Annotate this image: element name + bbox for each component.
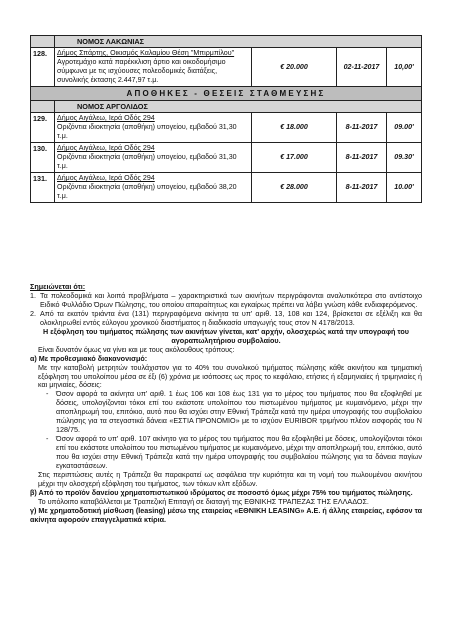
dash-marker: - <box>46 389 49 399</box>
option-a-closing: Στις περιπτώσεις αυτές η Τράπεζα θα παρακρατεί ως ασφάλεια την κυριότητα και τη νομή του πωλουμένου ακινήτου μέχρι την ολοσχερή εξόφληση του τιμήματος, των τόκων κλπ εξόδων. <box>38 470 422 488</box>
row-price: € 18.000 <box>252 113 337 143</box>
payment-statement: Η εξόφληση του τιμήματος πώλησης των ακινήτων γίνεται, κατ' αρχήν, ολοσχερώς κατά την υπογραφή του αγοραπωλητήριου συμβολαίου. <box>43 326 409 345</box>
option-a-text: Με την καταβολή μετρητών τουλάχιστον για το 40% του συνολικού τιμήματος πώλησης κάθε ακινήτου και τμηματική εξόφληση του υπολοίπου μέσα σε έξι (6) χρόνια με ισόποσες ως προς το κεφάλαιο, ετήσιες ή εξαμηνιαίες ή τριμηνιαίες ή και μηνιαίες, δόσεις: <box>38 362 422 390</box>
row-time: 09.30' <box>387 143 422 173</box>
row-number: 128. <box>31 48 55 87</box>
option-b-title: β) Από το προϊόν δανείου χρηματοπιστωτικού ιδρύματος σε ποσοστό όμως μέχρι 75% του τιμήματος πώλησης. <box>30 487 413 497</box>
row-price: € 20.000 <box>252 48 337 87</box>
note-text: Τα πολεοδομικά και λοιπά προβλήματα – χαρακτηριστικά των ακινήτων περιγράφονται αναλυτικότερα στο αντίστοιχο Ειδικό Φυλλάδιο Όρων Πώλησης, του οποίου απαραίτητως και εγκαίρως πρέπει να λάβει γνώση κάθε ενδιαφερόμενος. <box>40 290 422 309</box>
section-title: ΑΠΟΘΗΚΕΣ - ΘΕΣΕΙΣ ΣΤΑΘΜΕΥΣΗΣ <box>31 87 422 101</box>
note-number: 1. <box>30 290 36 300</box>
row-price: € 17.000 <box>252 143 337 173</box>
row-date: 8-11-2017 <box>337 143 387 173</box>
prefecture-label: ΝΟΜΟΣ ΛΑΚΩΝΙΑΣ <box>55 36 422 48</box>
row-location: Δήμος Αιγάλεω, Ιερά Οδός 294 <box>57 144 155 152</box>
note-text: Από τα εκατόν τριάντα ένα (131) περιγραφόμενα ακίνητα τα υπ' αριθ. 13, 108 και 124, βρίσκεται σε εξέλιξη και θα ολοκληρωθεί εντός εύλογου χρονικού διαστήματος η διαδικασία υπαγωγής τους στον Ν 4178/2013. <box>40 308 422 327</box>
row-location: Δήμος Αιγάλεω, Ιερά Οδός 294 <box>57 114 155 122</box>
row-date: 8-11-2017 <box>337 113 387 143</box>
row-date: 8-11-2017 <box>337 173 387 203</box>
notes-section <box>30 283 422 525</box>
row-description: Οριζόντια ιδιοκτησία (αποθήκη) υπογείου, εμβαδού 31,30 τ.μ. <box>57 153 237 170</box>
table-row <box>31 113 422 143</box>
row-description: Οριζόντια ιδιοκτησία (αποθήκη) υπογείου, εμβαδού 38,20 τ.μ. <box>57 183 237 200</box>
row-description: Αγροτεμάχιο κατά παρέκκλιση άρτιο και οικοδομήσιμο σύμφωνα με τις ισχύουσες πολεοδομικές διατάξεις, συνολικής έκτασης 2.447,97 τ.μ. <box>57 58 226 84</box>
table-row <box>31 48 422 87</box>
dash-text: Όσον αφορά το υπ' αριθ. 107 ακίνητο για το μέρος του τιμήματος που θα εξοφληθεί με δόσεις, υπολογίζονται τόκοι επί του εκάστοτε υπολοίπου του πιστωμένου τιμήματος με κυμαινόμενο, μέχρι την αποπληρωμή του, επιτόκιο, αυτό που θα ισχύει στην Εθνική Τράπεζα κατά την ημέρα υπογραφής του συμβολαίου πώλησης για τα δάνεια παγίων εγκαταστάσεων. <box>56 434 422 471</box>
payment-intro: Είναι δυνατόν όμως να γίνει και με τους ακόλουθους τρόπους: <box>38 344 235 354</box>
row-description: Οριζόντια ιδιοκτησία (αποθήκη) υπογείου, εμβαδού 31,30 τ.μ. <box>57 123 237 140</box>
note-item <box>30 292 422 310</box>
table-row <box>31 143 422 173</box>
row-number: 131. <box>31 173 55 203</box>
dash-marker: - <box>46 434 49 444</box>
row-location: Δήμος Αιγάλεω, Ιερά Οδός 294 <box>57 174 155 182</box>
option-b-text: Το υπόλοιπο καταβάλλεται με Τραπεζική Επιταγή σε διαταγή της ΕΘΝΙΚΗΣ ΤΡΑΠΕΖΑΣ ΤΗΣ ΕΛΛΑΔΟΣ. <box>38 496 369 506</box>
dash-text: Όσον αφορά τα ακίνητα υπ' αριθ. 1 έως 106 και 108 έως 131 για το μέρος του τιμήματος που θα εξοφληθεί με δόσεις, υπολογίζονται τόκοι επί του εκάστοτε υπολοίπου του πιστωμένου τιμήματος με κυμαινόμενο, μέχρι την αποπληρωμή του, επιτόκιο, αυτό που θα ισχύει στην Εθνική Τράπεζα κατά την ημέρα υπογραφής του συμβολαίου πώλησης για τα στεγαστικά δάνεια «ΕΣΤΙΑ ΠΡΟΝΟΜΙΟ» με το ισχύον EURIBOR τριμήνου πλέον εισφοράς του Ν 128/75. <box>56 389 422 435</box>
row-number: 130. <box>31 143 55 173</box>
row-price: € 28.000 <box>252 173 337 203</box>
row-date: 02-11-2017 <box>337 48 387 87</box>
note-number: 2. <box>30 308 36 318</box>
prefecture-header-argolida <box>31 101 422 113</box>
prefecture-label: ΝΟΜΟΣ ΑΡΓΟΛΙΔΟΣ <box>55 101 422 113</box>
dash-item <box>30 390 422 435</box>
dash-item <box>30 435 422 471</box>
table-row <box>31 173 422 203</box>
option-c-title: γ) Με χρηματοδοτική μίσθωση (leasing) μέσω της εταιρείας «ΕΘΝΙΚΗ LEASING» Α.Ε. ή άλλης εταιρείας, εφόσον τα ακίνητα αφορούν επαγγελματικά κτίρια. <box>30 505 422 524</box>
notes-heading: Σημειώνεται ότι: <box>30 282 86 291</box>
note-item <box>30 310 422 328</box>
prefecture-header-laconia <box>31 36 422 48</box>
row-time: 10,00' <box>387 48 422 87</box>
row-location: Δήμος Σπάρτης, Οικισμός Καλαμίου Θέση "Μπιρμπίλου" <box>57 49 235 57</box>
row-number: 129. <box>31 113 55 143</box>
row-time: 09.00' <box>387 113 422 143</box>
property-table <box>30 35 422 203</box>
option-a-title: α) Με προθεσμιακό διακανονισμό: <box>30 353 148 363</box>
section-header <box>31 87 422 101</box>
row-time: 10.00' <box>387 173 422 203</box>
